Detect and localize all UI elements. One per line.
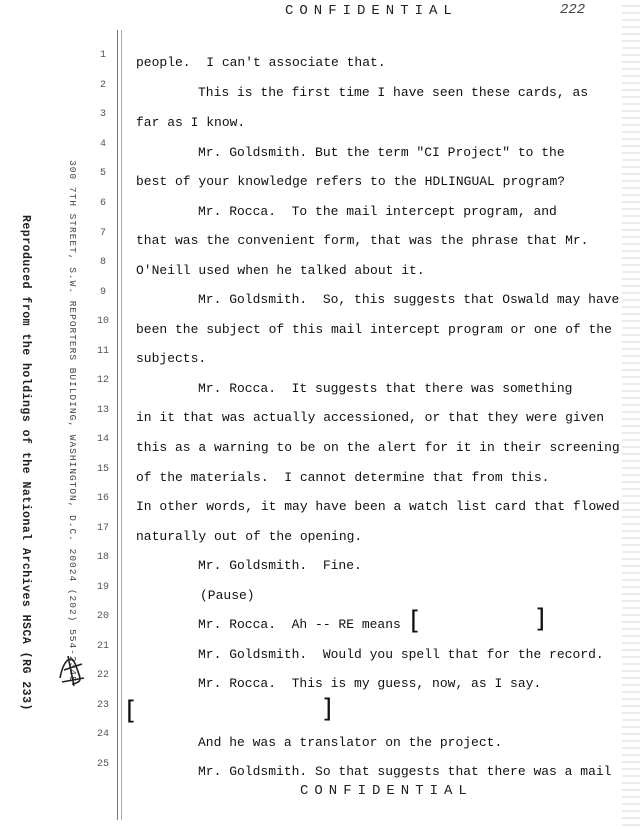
line-number: 4 <box>99 139 106 150</box>
transcript-line: Mr. Goldsmith. So that suggests that there was a mail <box>198 764 612 779</box>
transcript-line: Mr. Goldsmith. But the term "CI Project" to the <box>198 145 565 160</box>
line-number: 8 <box>99 257 106 268</box>
line-number: 17 <box>96 523 109 534</box>
transcript-line: This is the first time I have seen these cards, as <box>198 85 589 100</box>
line-number: 16 <box>96 493 109 504</box>
line-number: 22 <box>96 670 109 681</box>
transcript-line: far as I know. <box>136 115 246 130</box>
transcript-line: Mr. Rocca. This is my guess, now, as I say. <box>198 676 542 691</box>
transcript-line: Mr. Rocca. It suggests that there was something <box>198 381 573 396</box>
line-number: 19 <box>96 582 109 593</box>
transcript-line: Mr. Goldsmith. Fine. <box>198 558 362 573</box>
reproduction-note: Reproduced from the holdings of the National Archives HSCA (RG 233) <box>19 215 32 711</box>
transcript-line: Mr. Rocca. Ah -- RE means <box>198 617 401 632</box>
line-number: 9 <box>99 287 106 298</box>
line-number: 24 <box>96 729 109 740</box>
header-confidential: CONFIDENTIAL <box>285 3 458 19</box>
line-number: 18 <box>96 552 109 563</box>
transcript-line: Mr. Rocca. To the mail intercept program, and <box>198 204 557 219</box>
line-number: 25 <box>96 759 109 770</box>
line-number: 11 <box>96 346 109 357</box>
transcript-line: Mr. Goldsmith. So, this suggests that Oswald may have <box>198 292 620 307</box>
redaction-bracket-open: [ <box>410 606 421 636</box>
transcript-line: in it that was actually accessioned, or that they were given <box>136 410 605 425</box>
footer-confidential: CONFIDENTIAL <box>300 783 473 799</box>
transcript-line: that was the convenient form, that was the phrase that Mr. <box>136 233 589 248</box>
line-number: 3 <box>99 109 106 120</box>
line-number: 5 <box>99 168 106 179</box>
redaction-bracket-close: ] <box>535 604 546 634</box>
line-number: 21 <box>96 641 109 652</box>
line-number: 1 <box>99 50 106 61</box>
margin-rule <box>117 30 118 820</box>
line-number: 20 <box>96 611 109 622</box>
reporter-address: 300 7TH STREET, S.W. REPORTERS BUILDING, WASHINGTON, D.C. 20024 (202) 554-2345 <box>67 160 78 683</box>
handwritten-initials <box>54 648 90 690</box>
line-number: 10 <box>96 316 109 327</box>
redaction-bracket-close: ] <box>322 694 333 724</box>
transcript-line: O'Neill used when he talked about it. <box>136 263 425 278</box>
line-number: 13 <box>96 405 109 416</box>
scan-edge <box>622 0 640 829</box>
transcript-line: people. I can't associate that. <box>136 55 386 70</box>
transcript-line: this as a warning to be on the alert for it in their screening <box>136 440 620 455</box>
margin-rule-inner <box>121 30 122 820</box>
transcript-line: best of your knowledge refers to the HDLINGUAL program? <box>136 174 566 189</box>
transcript-line: In other words, it may have been a watch list card that flowed <box>136 499 620 514</box>
transcript-line: of the materials. I cannot determine that from this. <box>136 470 550 485</box>
line-number: 15 <box>96 464 109 475</box>
transcript-line: naturally out of the opening. <box>136 529 363 544</box>
transcript-line: (Pause) <box>200 588 255 603</box>
line-number: 6 <box>99 198 106 209</box>
line-number: 2 <box>99 80 106 91</box>
redaction-bracket-open: [ <box>126 696 137 726</box>
transcript-line: And he was a translator on the project. <box>198 735 503 750</box>
page-number: 222 <box>560 2 586 18</box>
line-number: 7 <box>99 228 106 239</box>
transcript-line: been the subject of this mail intercept program or one of the <box>136 322 612 337</box>
transcript-line: Mr. Goldsmith. Would you spell that for the record. <box>198 647 604 662</box>
line-number: 12 <box>96 375 109 386</box>
transcript-line: subjects. <box>136 351 207 366</box>
line-number: 23 <box>96 700 109 711</box>
line-number: 14 <box>96 434 109 445</box>
